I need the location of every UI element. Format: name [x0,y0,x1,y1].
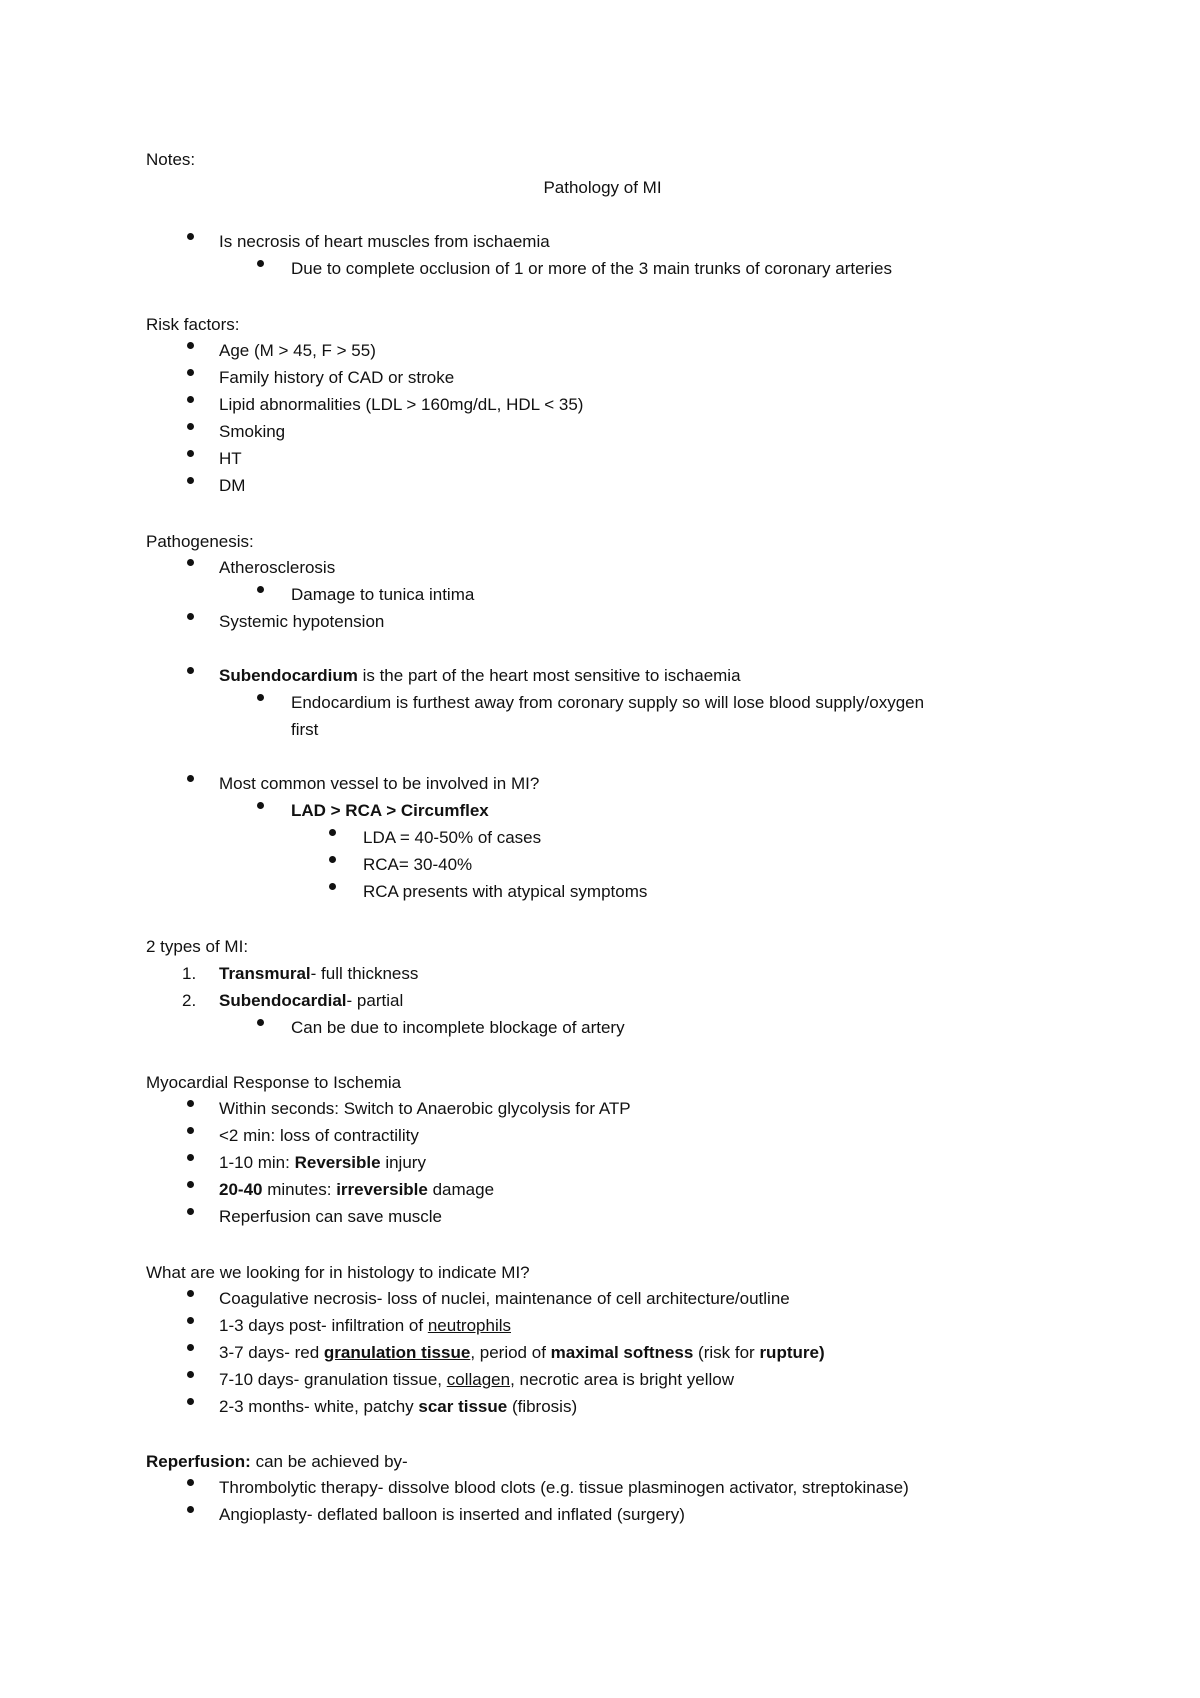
bullet-icon [187,233,194,240]
histology-text: 1-3 days post- infiltration of [219,1316,428,1335]
bullet-icon [187,1208,194,1215]
bullet-icon [187,1290,194,1297]
histology-text: , period of [470,1343,551,1362]
bullet-icon [187,369,194,376]
subendocardial-rest: - partial [346,991,404,1010]
response-item [219,1179,494,1201]
histology-heading: What are we looking for in histology to indicate MI? [146,1263,530,1282]
bullet-icon [329,829,336,836]
bullet-icon [187,1371,194,1378]
patho-rca-symptoms: RCA presents with atypical symptoms [363,882,648,901]
response-bold: irreversible [336,1180,428,1199]
bullet-icon [187,1181,194,1188]
bullet-icon [187,1317,194,1324]
bullet-icon [187,423,194,430]
patho-endocardium-line1: Endocardium is furthest away from coronary supply so will lose blood supply/oxygen [291,693,925,712]
bullet-icon [187,1398,194,1405]
notes-label: Notes: [146,150,196,169]
bullet-icon [187,1127,194,1134]
reperfusion-item: Angioplasty- deflated balloon is inserted and inflated (surgery) [219,1505,685,1524]
histology-item [219,1342,825,1364]
patho-tunica: Damage to tunica intima [291,585,475,604]
transmural-rest: - full thickness [310,964,419,983]
response-item: Within seconds: Switch to Anaerobic glycolysis for ATP [219,1099,631,1118]
intro-definition: Is necrosis of heart muscles from ischaemia [219,232,550,251]
bullet-icon [257,586,264,593]
transmural-bold: Transmural [219,964,311,983]
response-text: minutes: [262,1180,337,1199]
pathogenesis-heading: Pathogenesis: [146,532,254,551]
bullet-icon [187,1506,194,1513]
response-text: injury [380,1153,426,1172]
reperfusion-heading [146,1451,408,1473]
histology-underlined: collagen [446,1370,511,1389]
histology-bold-underlined: granulation tissue [323,1343,471,1362]
types-heading: 2 types of MI: [146,937,249,956]
patho-endocardium-line2: first [291,720,319,739]
patho-atherosclerosis: Atherosclerosis [219,558,336,577]
bullet-icon [187,1344,194,1351]
response-item [219,1152,426,1174]
page-title: Pathology of MI [543,178,662,197]
bullet-icon [187,1100,194,1107]
patho-subendocardium [219,665,741,687]
response-bold: 20-40 [219,1180,263,1199]
histology-item [219,1315,511,1337]
subendocardium-bold: Subendocardium [219,666,358,685]
response-item: <2 min: loss of contractility [219,1126,419,1145]
patho-vessel-order: LAD > RCA > Circumflex [291,801,489,820]
risk-item: Smoking [219,422,286,441]
bullet-icon [257,694,264,701]
histology-text: (fibrosis) [507,1397,578,1416]
risk-item: Lipid abnormalities (LDL > 160mg/dL, HDL < 35) [219,395,584,414]
histology-text: (risk for [693,1343,760,1362]
bullet-icon [257,802,264,809]
histology-bold: scar tissue [418,1397,508,1416]
bullet-icon [187,477,194,484]
histology-text: , necrotic area is bright yellow [510,1370,735,1389]
histology-bold: rupture) [759,1343,825,1362]
reperfusion-bold: Reperfusion: [146,1452,251,1471]
subendocardium-rest: is the part of the heart most sensitive to ischaemia [357,666,741,685]
type-subendocardial [219,990,403,1012]
list-number: 1. [182,964,197,983]
bullet-icon [329,856,336,863]
bullet-icon [257,260,264,267]
list-number: 2. [182,991,197,1010]
bullet-icon [187,613,194,620]
histology-item [219,1396,577,1418]
bullet-icon [187,450,194,457]
patho-rca: RCA= 30-40% [363,855,473,874]
bullet-icon [187,342,194,349]
response-bold: Reversible [294,1153,381,1172]
histology-text: 7-10 days- granulation tissue, [219,1370,447,1389]
histology-item: Coagulative necrosis- loss of nuclei, maintenance of cell architecture/outline [219,1289,790,1308]
response-heading: Myocardial Response to Ischemia [146,1073,402,1092]
histology-text: 3-7 days- red [219,1343,324,1362]
histology-text: 2-3 months- white, patchy [219,1397,419,1416]
bullet-icon [187,1154,194,1161]
patho-hypotension: Systemic hypotension [219,612,385,631]
bullet-icon [257,1019,264,1026]
risk-item: HT [219,449,242,468]
subendocardial-bold: Subendocardial [219,991,347,1010]
type-transmural [219,963,418,985]
reperfusion-rest: can be achieved by- [250,1452,408,1471]
intro-cause: Due to complete occlusion of 1 or more of the 3 main trunks of coronary arteries [291,259,892,278]
bullet-icon [329,883,336,890]
response-item: Reperfusion can save muscle [219,1207,443,1226]
patho-lda: LDA = 40-50% of cases [363,828,542,847]
histology-bold: maximal softness [550,1343,694,1362]
response-text: damage [427,1180,495,1199]
histology-item [219,1369,734,1391]
reperfusion-item: Thrombolytic therapy- dissolve blood clots (e.g. tissue plasminogen activator, streptokinase) [219,1478,909,1497]
bullet-icon [187,396,194,403]
bullet-icon [187,1479,194,1486]
bullet-icon [187,667,194,674]
risk-item: Age (M > 45, F > 55) [219,341,376,360]
histology-underlined: neutrophils [427,1316,511,1335]
patho-vessel-question: Most common vessel to be involved in MI? [219,774,540,793]
response-text: 1-10 min: [219,1153,295,1172]
bullet-icon [187,775,194,782]
risk-item: DM [219,476,246,495]
risk-item: Family history of CAD or stroke [219,368,455,387]
risk-heading: Risk factors: [146,315,240,334]
type-subendocardial-note: Can be due to incomplete blockage of artery [291,1018,625,1037]
bullet-icon [187,559,194,566]
